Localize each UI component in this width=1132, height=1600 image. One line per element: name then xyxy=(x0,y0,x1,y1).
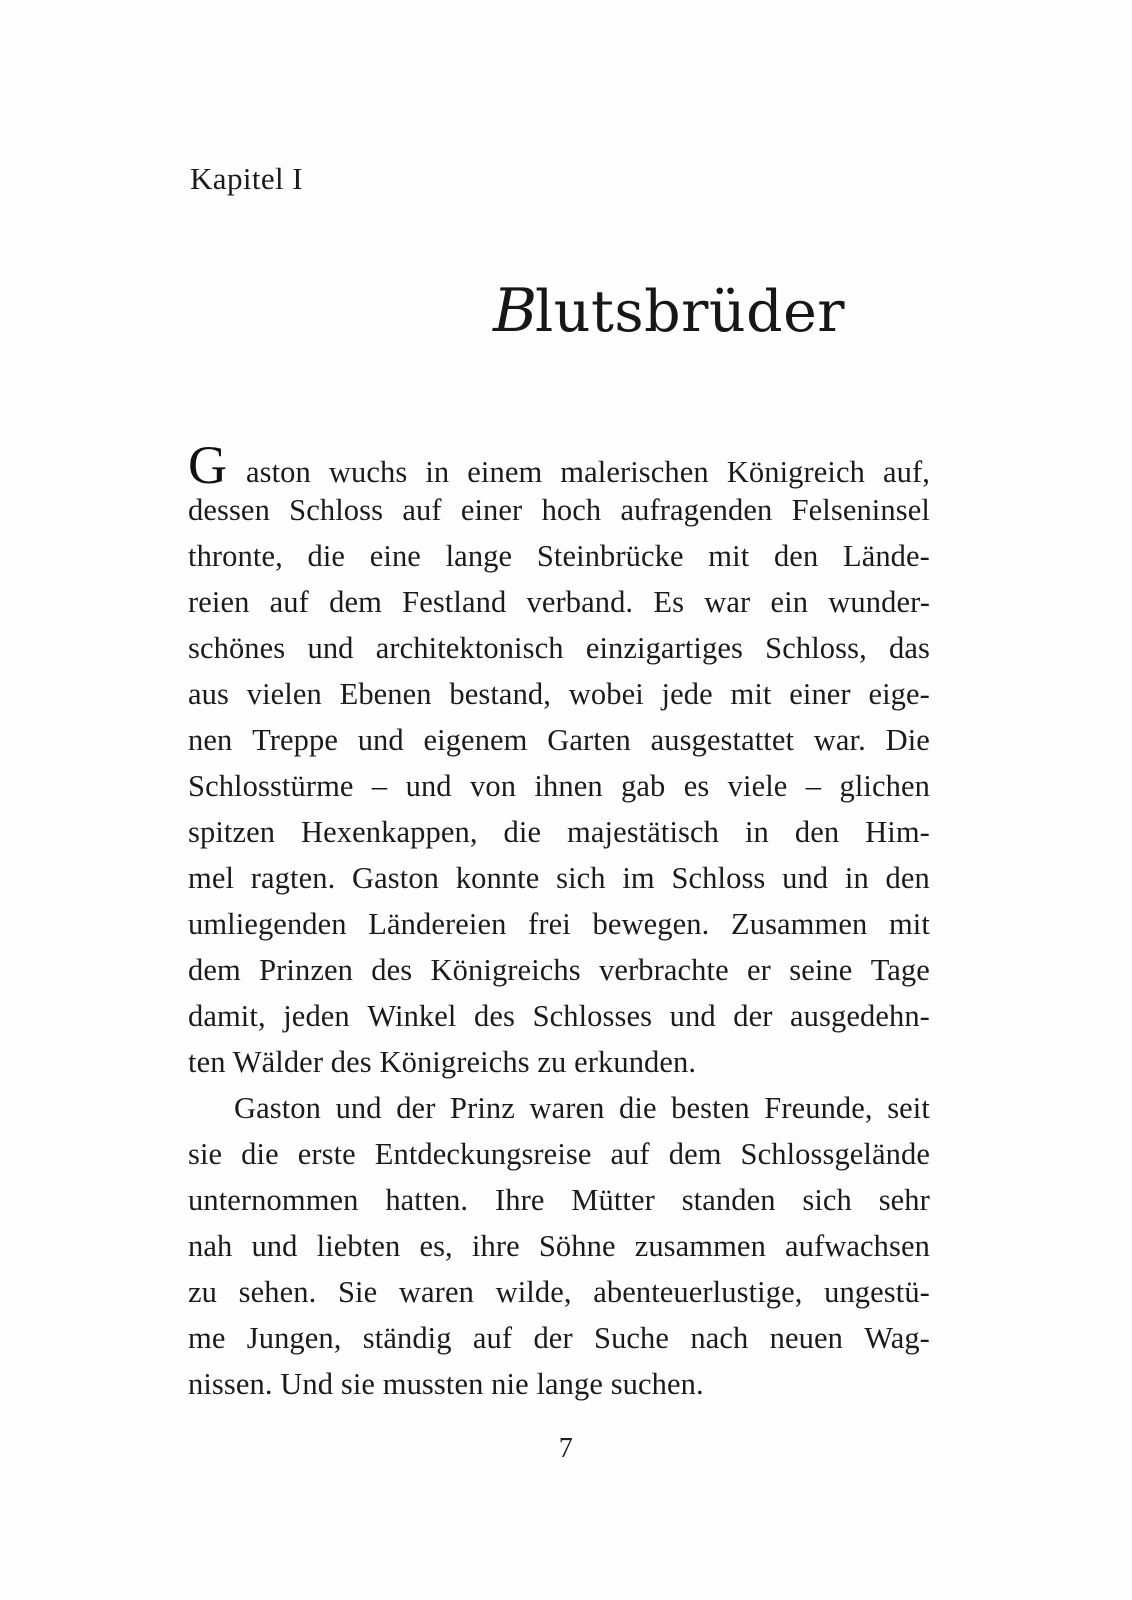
word: Schloss xyxy=(289,493,384,528)
word: dem xyxy=(188,953,241,988)
word: wuchs xyxy=(328,455,408,490)
word: ihre xyxy=(471,1229,520,1264)
word: reien xyxy=(188,585,250,620)
word: nissen. Und sie mussten nie lange suchen. xyxy=(188,1367,704,1402)
word: Es xyxy=(653,585,685,620)
word: Prinzen xyxy=(259,953,353,988)
word: umliegenden xyxy=(188,907,347,942)
word: es xyxy=(683,769,710,804)
word: und xyxy=(335,1091,382,1126)
word: hatten. xyxy=(385,1183,469,1218)
text-line xyxy=(188,809,930,855)
word: Zusammen xyxy=(731,907,868,942)
word: neuen xyxy=(769,1321,843,1356)
word: in xyxy=(425,455,450,490)
word: glichen xyxy=(839,769,930,804)
text-line xyxy=(188,901,930,947)
text-line xyxy=(188,1131,930,1177)
word: sehr xyxy=(878,1183,930,1218)
word: gab xyxy=(621,769,666,804)
word: spitzen xyxy=(188,815,276,850)
text-line xyxy=(188,533,930,579)
text-line xyxy=(188,993,930,1039)
text-line xyxy=(188,763,930,809)
word: die xyxy=(503,815,542,850)
page-number: 7 xyxy=(558,1433,574,1464)
word: jede xyxy=(661,677,713,712)
word: Suche xyxy=(594,1321,670,1356)
word: auf xyxy=(402,493,442,528)
word: Gaston xyxy=(352,861,440,896)
word: und xyxy=(307,631,354,666)
word: ungestü- xyxy=(824,1275,930,1310)
word: Schloss xyxy=(671,861,766,896)
word: waren xyxy=(398,1275,474,1310)
word: war xyxy=(704,585,751,620)
initial-cap: G xyxy=(188,435,227,496)
word: viele xyxy=(727,769,788,804)
word: bestand, xyxy=(449,677,551,712)
text-line xyxy=(188,855,930,901)
word: Schloss, xyxy=(765,631,867,666)
word: erste xyxy=(297,1137,356,1172)
word: damit, xyxy=(188,999,266,1034)
word: er xyxy=(747,953,771,988)
word: jeden xyxy=(283,999,350,1034)
word: Gaston xyxy=(234,1091,322,1126)
word: in xyxy=(744,815,769,850)
paragraph xyxy=(188,1085,930,1407)
word: Hexenkappen, xyxy=(301,815,478,850)
word: me xyxy=(188,1321,226,1356)
word: Ländereien xyxy=(368,907,507,942)
word: thronte, xyxy=(188,539,283,574)
word: die xyxy=(307,539,346,574)
chapter-title-container xyxy=(188,238,930,385)
word: auf, xyxy=(882,455,930,490)
word: ten Wälder des Königreichs zu erkunden. xyxy=(188,1045,697,1080)
word: einer xyxy=(460,493,523,528)
text-line xyxy=(188,1315,930,1361)
word: Lände- xyxy=(842,539,930,574)
word: frei xyxy=(528,907,571,942)
word: sie xyxy=(188,1137,223,1172)
paragraph xyxy=(188,435,930,1085)
word: malerischen xyxy=(560,455,709,490)
word: Winkel xyxy=(367,999,457,1034)
word: im xyxy=(622,861,655,896)
word: der xyxy=(733,999,773,1034)
word: Schlosses xyxy=(532,999,653,1034)
word: der xyxy=(396,1091,436,1126)
word: die xyxy=(241,1137,279,1172)
chapter-label: Kapitel I xyxy=(190,161,303,196)
word: auf xyxy=(269,585,309,620)
word: Schlossgelände xyxy=(740,1137,930,1172)
word: schönes xyxy=(188,631,286,666)
word: wobei xyxy=(568,677,644,712)
text-line xyxy=(188,1177,930,1223)
word: majestätisch xyxy=(567,815,719,850)
word: den xyxy=(773,539,819,574)
word: Ihre xyxy=(494,1183,545,1218)
word: Steinbrücke xyxy=(536,539,684,574)
word: die xyxy=(619,1091,657,1126)
word: Die xyxy=(885,723,930,758)
word: Söhne xyxy=(538,1229,616,1264)
word: vielen xyxy=(246,677,322,712)
word: Schlosstürme xyxy=(188,769,354,804)
word: Sie xyxy=(337,1275,378,1310)
word: dem xyxy=(329,585,382,620)
word: Königreich xyxy=(726,455,865,490)
word: es, xyxy=(419,1229,453,1264)
word: besten xyxy=(671,1091,750,1126)
word: eigenem xyxy=(423,723,528,758)
word: Prinz xyxy=(450,1091,515,1126)
word: aus xyxy=(188,677,229,712)
word: das xyxy=(889,631,930,666)
word: der xyxy=(533,1321,573,1356)
word: Mütter xyxy=(571,1183,655,1218)
word: abenteuerlustige, xyxy=(593,1275,803,1310)
word: ein xyxy=(770,585,809,620)
word: seine xyxy=(789,953,853,988)
text-line xyxy=(188,947,930,993)
page-text-block xyxy=(188,160,930,1407)
word: Freunde, xyxy=(764,1091,873,1126)
word: Tage xyxy=(870,953,930,988)
word: bewegen. xyxy=(592,907,710,942)
word: ragten. xyxy=(250,861,336,896)
word: verband. xyxy=(526,585,634,620)
word: nen xyxy=(188,723,233,758)
word: ausgedehn- xyxy=(790,999,930,1034)
word: eige- xyxy=(868,677,930,712)
text-line xyxy=(188,487,930,533)
text-line xyxy=(188,1269,930,1315)
word: Entdeckungsreise xyxy=(374,1137,592,1172)
word: aufwachsen xyxy=(785,1229,930,1264)
word: auf xyxy=(472,1321,513,1356)
word: Festland xyxy=(402,585,507,620)
word: wunder- xyxy=(828,585,930,620)
word: dem xyxy=(668,1137,722,1172)
text-line xyxy=(188,1223,930,1269)
body-text xyxy=(188,435,930,1407)
word: waren xyxy=(529,1091,605,1126)
word: den xyxy=(794,815,840,850)
word: mel xyxy=(188,861,235,896)
word: mit xyxy=(730,677,772,712)
word: ausgestattet xyxy=(650,723,795,758)
word: verbrachte xyxy=(599,953,729,988)
word: mit xyxy=(888,907,930,942)
chapter-title-initial: B xyxy=(492,276,536,347)
word: auf xyxy=(610,1137,650,1172)
word: Garten xyxy=(547,723,631,758)
word: nah xyxy=(188,1229,233,1264)
word: Königreichs xyxy=(430,953,581,988)
text-line xyxy=(188,579,930,625)
word: einem xyxy=(467,455,543,490)
word: seit xyxy=(887,1091,930,1126)
word: zusammen xyxy=(634,1229,766,1264)
word: aston xyxy=(246,455,311,490)
chapter-title xyxy=(493,276,845,347)
word: von xyxy=(470,769,517,804)
word: mit xyxy=(708,539,750,574)
word: Treppe xyxy=(252,723,338,758)
text-line xyxy=(188,625,930,671)
word: hoch xyxy=(541,493,602,528)
word: Felseninsel xyxy=(791,493,930,528)
text-line xyxy=(188,1361,930,1407)
word: standen xyxy=(681,1183,776,1218)
word: ständig xyxy=(362,1321,452,1356)
word: sehen. xyxy=(238,1275,317,1310)
word: lange xyxy=(445,539,513,574)
word: einer xyxy=(789,677,851,712)
word: des xyxy=(371,953,413,988)
word: eine xyxy=(369,539,421,574)
word: aufragenden xyxy=(620,493,773,528)
word: nach xyxy=(690,1321,749,1356)
word: war. xyxy=(813,723,866,758)
word: und xyxy=(251,1229,298,1264)
word: ihnen xyxy=(534,769,603,804)
word: wilde, xyxy=(495,1275,572,1310)
word: und xyxy=(357,723,404,758)
text-line xyxy=(188,671,930,717)
text-line xyxy=(188,1085,930,1131)
word: unternommen xyxy=(188,1183,359,1218)
word: – xyxy=(805,769,822,804)
word: sich xyxy=(556,861,606,896)
word: architektonisch xyxy=(375,631,564,666)
word: Wag- xyxy=(864,1321,930,1356)
word: einzigartiges xyxy=(585,631,743,666)
word: in xyxy=(844,861,869,896)
word: sich xyxy=(802,1183,852,1218)
word: dessen xyxy=(188,493,270,528)
chapter-title-rest: lutsbrüder xyxy=(535,279,846,346)
text-line xyxy=(188,717,930,763)
text-line xyxy=(188,435,930,496)
word: und xyxy=(405,769,452,804)
word: den xyxy=(885,861,930,896)
text-line xyxy=(188,1039,930,1085)
word: zu xyxy=(188,1275,217,1310)
word: und xyxy=(782,861,829,896)
word: Ebenen xyxy=(339,677,432,712)
word: liebten xyxy=(316,1229,401,1264)
word: Him- xyxy=(865,815,930,850)
word: und xyxy=(669,999,716,1034)
word: des xyxy=(474,999,516,1034)
word: – xyxy=(371,769,388,804)
word: konnte xyxy=(455,861,540,896)
word: Jungen, xyxy=(246,1321,342,1356)
